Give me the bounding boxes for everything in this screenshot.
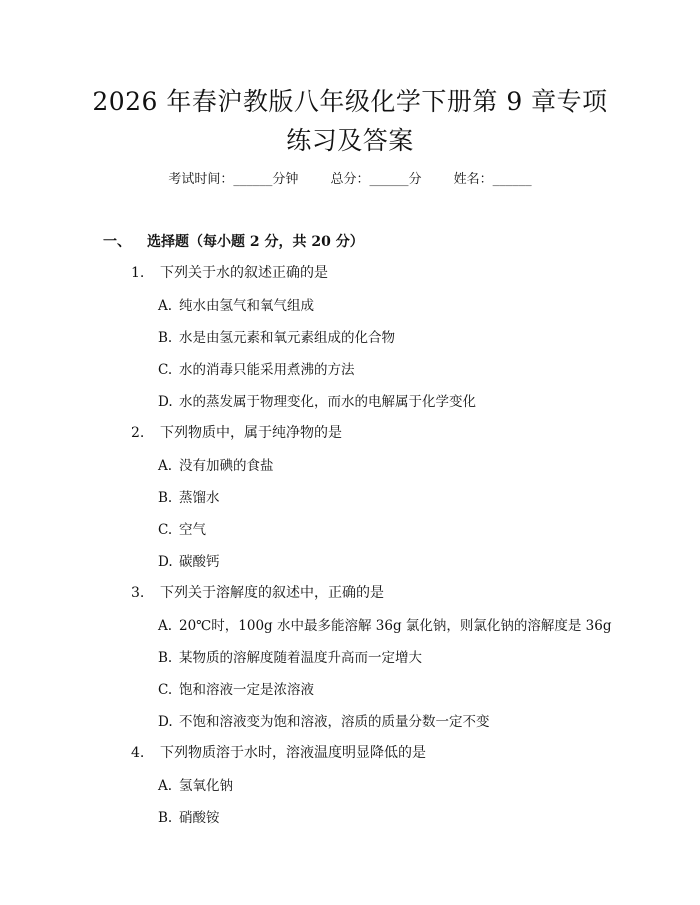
question-2: [131, 422, 342, 442]
option-text: 水的消毒只能采用煮沸的方法: [179, 362, 355, 378]
option-letter: B.: [158, 810, 173, 826]
option-text: 某物质的溶解度随着温度升高而一定增大: [179, 650, 422, 666]
option-letter: C.: [158, 362, 173, 378]
question-text: 下列关于溶解度的叙述中，正确的是: [160, 585, 384, 601]
option-letter: B.: [158, 490, 173, 506]
page-title-line2: 练习及答案: [286, 126, 414, 155]
question-number: 1.: [131, 265, 145, 281]
total-score-field: 总分：______分: [330, 172, 422, 187]
option-text: 水是由氢元素和氧元素组成的化合物: [179, 330, 395, 346]
question-number: 2.: [131, 425, 145, 441]
question-text: 下列物质溶于水时，溶液温度明显降低的是: [160, 745, 426, 761]
option-letter: C.: [158, 522, 173, 538]
question-number: 4.: [131, 745, 145, 761]
option-letter: D.: [158, 394, 173, 410]
question-3-option-b: [158, 646, 422, 666]
option-letter: A.: [158, 618, 173, 634]
question-number: 3.: [131, 585, 145, 601]
option-letter: A.: [158, 298, 173, 314]
question-3: [131, 582, 384, 602]
question-1-option-b: [158, 326, 395, 346]
question-2-option-c: [158, 518, 206, 538]
option-letter: D.: [158, 554, 173, 570]
option-text: 不饱和溶液变为饱和溶液，溶质的质量分数一定不变: [179, 714, 490, 730]
question-1-option-c: [158, 358, 355, 378]
option-text: 饱和溶液一定是浓溶液: [179, 682, 314, 698]
option-letter: A.: [158, 458, 173, 474]
question-4-option-b: [158, 806, 220, 826]
question-3-option-d: [158, 710, 490, 730]
exam-time-field: 考试时间：______分钟: [168, 172, 299, 187]
section-heading: [103, 231, 364, 251]
question-2-option-a: [158, 454, 274, 474]
page-title-line1: 2026 年春沪教版八年级化学下册第 9 章专项: [92, 87, 608, 116]
option-letter: A.: [158, 778, 173, 794]
section-label: 选择题（每小题 2 分，共 20 分）: [147, 234, 364, 250]
option-text: 水的蒸发属于物理变化，而水的电解属于化学变化: [179, 394, 476, 410]
option-letter: B.: [158, 330, 173, 346]
option-text: 氢氧化钠: [179, 778, 233, 794]
option-text: 硝酸铵: [179, 810, 220, 826]
question-3-option-a: [158, 614, 612, 634]
exam-meta: [0, 168, 700, 187]
option-text: 蒸馏水: [179, 490, 220, 506]
question-1-option-a: [158, 294, 314, 314]
question-2-option-d: [158, 550, 220, 570]
question-text: 下列关于水的叙述正确的是: [160, 265, 328, 281]
option-text: 20℃时，100g 水中最多能溶解 36g 氯化钠，则氯化钠的溶解度是 36g: [179, 618, 612, 634]
section-number: 一、: [103, 234, 131, 250]
question-4: [131, 742, 426, 762]
question-1: [131, 262, 328, 282]
student-name-field: 姓名：______: [453, 172, 532, 187]
question-4-option-a: [158, 774, 233, 794]
option-text: 空气: [179, 522, 206, 538]
option-letter: D.: [158, 714, 173, 730]
option-letter: C.: [158, 682, 173, 698]
question-1-option-d: [158, 390, 476, 410]
question-text: 下列物质中，属于纯净物的是: [160, 425, 342, 441]
option-letter: B.: [158, 650, 173, 666]
question-2-option-b: [158, 486, 220, 506]
option-text: 没有加碘的食盐: [179, 458, 274, 474]
option-text: 碳酸钙: [179, 554, 220, 570]
question-3-option-c: [158, 678, 314, 698]
option-text: 纯水由氢气和氧气组成: [179, 298, 314, 314]
